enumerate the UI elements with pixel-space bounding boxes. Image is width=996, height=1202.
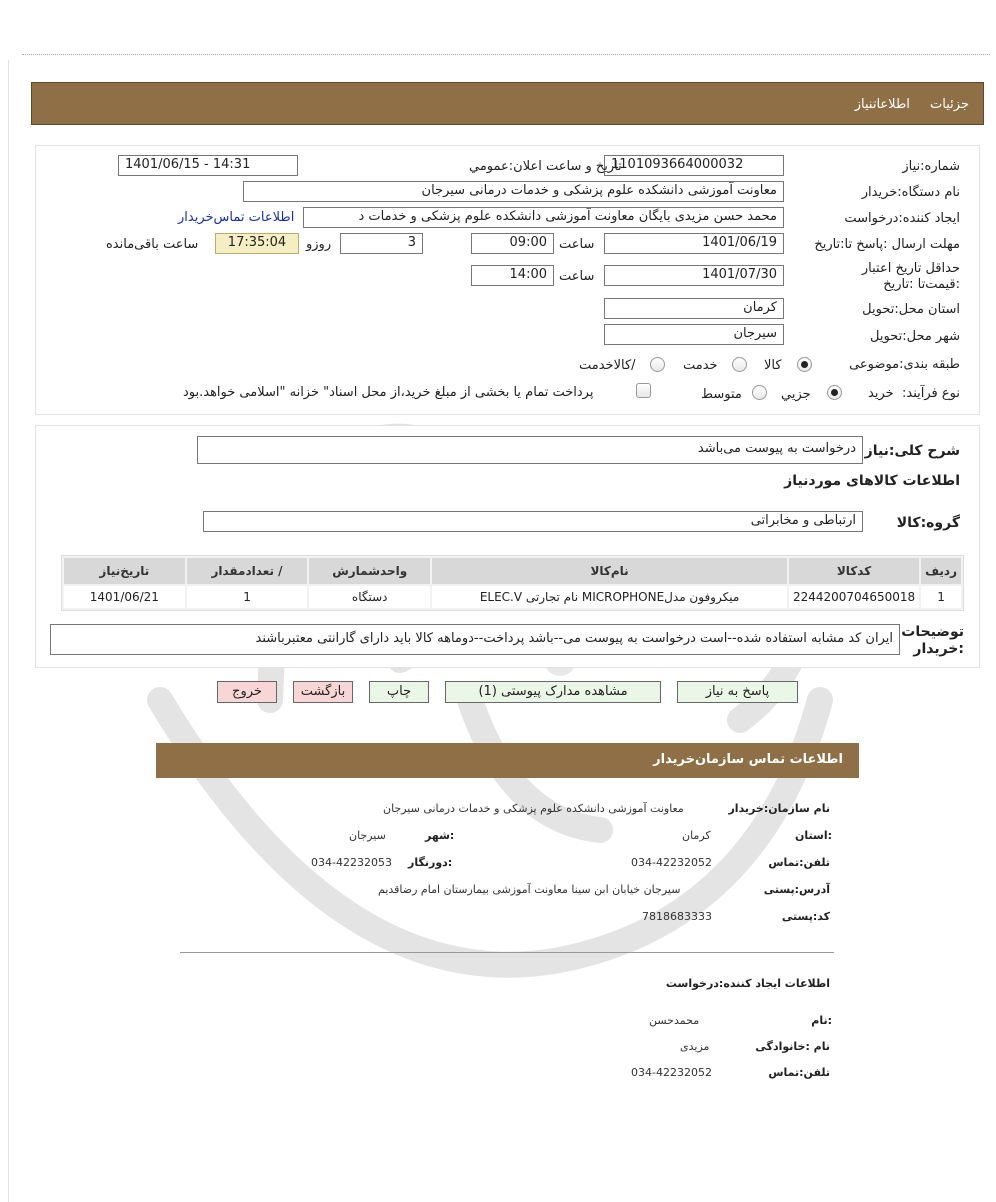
- process-radio-minor[interactable]: [827, 385, 842, 400]
- remaining-timer: 17:35:04: [215, 233, 299, 254]
- category-option-service: خدمت: [683, 358, 718, 373]
- reply-button[interactable]: پاسخ به نیاز: [677, 681, 798, 703]
- creator-phone-value: 034-42232052: [631, 1066, 712, 1079]
- process-option-minor: جزيي: [781, 387, 811, 402]
- process-radio-medium[interactable]: [752, 385, 767, 400]
- contact-province-value: کرمان: [682, 829, 711, 842]
- payment-checkbox[interactable]: [636, 383, 651, 398]
- contact-address-value: سیرجان خیابان ابن سینا معاونت آموزشی بیمارستان امام رضاقدیم: [378, 883, 681, 896]
- left-border-line: [8, 60, 9, 1202]
- contact-fax-label: :دورنگار: [408, 856, 453, 869]
- goods-heading: اطلاعات کالاهای موردنیاز: [784, 473, 960, 489]
- col-unit: واحدشمارش: [309, 558, 430, 584]
- remaining-label: ساعت باقی‌مانده: [106, 237, 199, 252]
- header-bar: [31, 82, 984, 125]
- category-option-goods: کالا: [764, 358, 782, 373]
- creator-name-value: محمدحسن: [649, 1014, 700, 1027]
- group-field: ارتباطی و مخابراتی: [203, 511, 863, 532]
- contact-phone-label: تلفن:تماس: [768, 856, 830, 869]
- back-button[interactable]: بازگشت: [293, 681, 353, 703]
- validity-date-field: 1401/07/30: [604, 265, 784, 286]
- days-field: 3: [340, 233, 423, 254]
- items-table: [61, 555, 964, 611]
- buyer-org-label: نام دستگاه:خریدار: [861, 185, 960, 200]
- days-label: روزو: [306, 237, 332, 252]
- creator-family-label: نام :خانوادگی: [755, 1040, 830, 1053]
- cell-unit: دستگاه: [309, 586, 430, 608]
- deadline-time-label: ساعت: [559, 237, 595, 252]
- category-radio-service[interactable]: [732, 357, 747, 372]
- cell-goods-name: میکروفون مدلMICROPHONE نام تجارتی ELEC.V: [432, 586, 787, 608]
- payment-note: پرداخت تمام یا بخشی از مبلغ خرید،از محل اسناد" خزانه "اسلامی خواهد.بود: [183, 385, 594, 400]
- top-divider: [22, 54, 990, 55]
- exit-button[interactable]: خروج: [217, 681, 277, 703]
- deadline-date-field: 1401/06/19: [604, 233, 784, 254]
- items-table-header: [64, 558, 961, 584]
- city-label: شهر محل:تحویل: [870, 329, 960, 344]
- process-label: نوع فرآیند:: [902, 386, 960, 401]
- summary-field: درخواست به پیوست می‌باشد: [197, 436, 863, 464]
- header-subtitle: اطلاعاتنیاز: [854, 97, 910, 112]
- contact-postal-value: 7818683333: [642, 910, 712, 923]
- buyer-notes-label: توضیحات :خریدار: [901, 624, 964, 657]
- validity-time-label: ساعت: [559, 269, 595, 284]
- col-need-date: تاریخ‌نیاز: [64, 558, 185, 584]
- deadline-time-field: 09:00: [471, 233, 554, 254]
- col-quantity: / تعدادمقدار: [187, 558, 308, 584]
- cell-quantity: 1: [187, 586, 308, 608]
- contact-org-value: معاونت آموزشی دانشکده علوم پزشکی و خدمات درمانی سیرجان: [383, 802, 684, 815]
- need-number-label: شماره:نیاز: [902, 159, 960, 174]
- announce-date-label: تاریخ و ساعت اعلان:عمومي: [469, 159, 622, 174]
- buyer-org-field: معاونت آموزشی دانشکده علوم پزشکی و خدمات درمانی سیرجان: [243, 181, 784, 202]
- cell-row-number: 1: [921, 586, 961, 608]
- col-goods-name: نام‌کالا: [432, 558, 787, 584]
- contact-postal-label: کد:پستی: [781, 910, 830, 923]
- validity-label: حداقل تاریخ اعتبار :قیمت‌تا :تاریخ: [861, 261, 960, 292]
- creator-label: ایجاد کننده:درخواست: [844, 211, 960, 226]
- creator-phone-label: تلفن:تماس: [768, 1066, 830, 1079]
- contact-province-label: :استان: [795, 829, 832, 842]
- category-option-goods-service: /کالاخدمت: [579, 358, 636, 373]
- header-title: جزئیات: [930, 97, 969, 112]
- cell-goods-code: 2244200704650018: [789, 586, 919, 608]
- summary-label: شرح کلی:نیاز: [864, 443, 960, 459]
- group-label: گروه:کالا: [896, 515, 960, 531]
- contact-org-label: نام سازمان:خریدار: [728, 802, 830, 815]
- col-goods-code: کدکالا: [789, 558, 919, 584]
- contact-divider: [180, 952, 834, 953]
- contact-fax-value: 034-42232053: [311, 856, 392, 869]
- process-option-medium: متوسط: [701, 387, 742, 402]
- buyer-notes-field: ایران کد مشابه استفاده شده--است درخواست به پیوست می--باشد پرداخت--دوماهه کالا باید دارای گارانتی معتبرباشند: [50, 624, 900, 655]
- buyer-contact-link[interactable]: اطلاعات تماس‌خریدار: [178, 210, 295, 225]
- announce-date-field: 1401/06/15 - 14:31: [118, 155, 298, 176]
- table-row: [64, 586, 961, 608]
- need-number-field: 1101093664000032: [604, 155, 784, 176]
- contact-city-value: سیرجان: [349, 829, 386, 842]
- creator-field: محمد حسن مزیدی بایگان معاونت آموزشی دانشکده علوم پزشکی و خدمات د: [303, 207, 784, 228]
- contact-title-bar: اطلاعات تماس سازمان‌خریدار: [156, 743, 859, 778]
- contact-address-label: آدرس:پستی: [763, 883, 830, 896]
- view-attachments-button[interactable]: مشاهده مدارک پیوستی (1): [445, 681, 661, 703]
- creator-family-value: مزیدی: [680, 1040, 710, 1053]
- cell-need-date: 1401/06/21: [64, 586, 185, 608]
- contact-city-label: :شهر: [425, 829, 455, 842]
- category-radio-goods[interactable]: [797, 357, 812, 372]
- col-row-number: ردیف: [921, 558, 961, 584]
- category-radio-goods-service[interactable]: [650, 357, 665, 372]
- city-field: سیرجان: [604, 324, 784, 345]
- creator-section-title: اطلاعات ایجاد کننده:درخواست: [665, 977, 830, 990]
- validity-time-field: 14:00: [471, 265, 554, 286]
- province-field: کرمان: [604, 298, 784, 319]
- deadline-label: مهلت ارسال :پاسخ تا:تاریخ: [814, 237, 960, 252]
- province-label: استان محل:تحویل: [862, 302, 960, 317]
- print-button[interactable]: چاپ: [369, 681, 429, 703]
- category-label: طبقه بندی:موضوعی: [849, 357, 960, 372]
- contact-phone-value: 034-42232052: [631, 856, 712, 869]
- creator-name-label: :نام: [811, 1014, 832, 1027]
- process-type-buy: خرید: [868, 386, 894, 401]
